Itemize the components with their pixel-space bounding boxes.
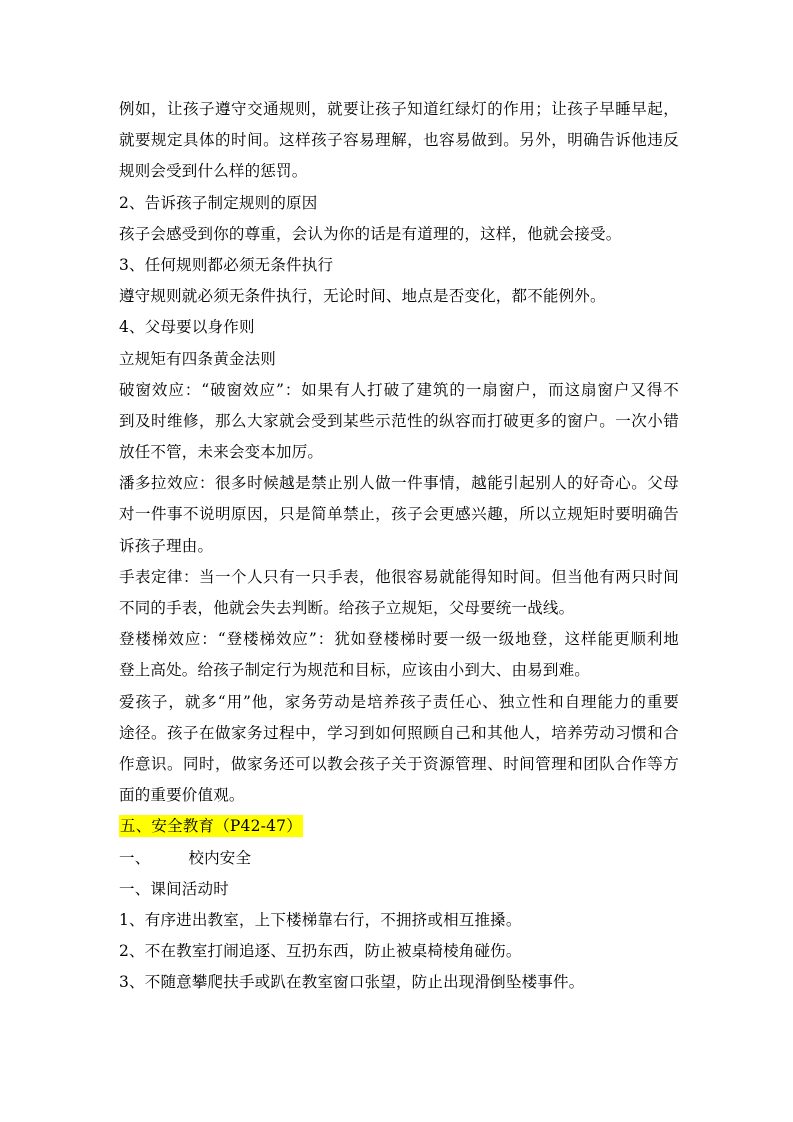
paragraph-line: 不同的手表，他就会失去判断。给孩子立规矩，父母要统一战线。 [119,599,575,617]
paragraph-line: 登楼梯效应：“登楼梯效应”：犹如登楼梯时要一级一级地登，这样能更顺利地 [119,630,679,649]
sub-heading-number: 一、 [119,848,151,867]
sub-heading-title: 校内安全 [188,848,252,867]
list-heading: 4、父母要以身作则 [119,318,255,337]
list-heading: 一、课间活动时 [119,879,229,898]
list-item: 2、不在教室打闹追逐、互扔东西，防止被桌椅棱角碰伤。 [119,942,522,961]
paragraph-line: 到及时维修，那么大家就会受到某些示范性的纵容而打破更多的窗户。一次小错 [119,411,679,430]
document-body [119,94,679,998]
paragraph-line: 破窗效应：“破窗效应”：如果有人打破了建筑的一扇窗户，而这扇窗户又得不 [119,380,679,399]
paragraph-line: 作意识。同时，做家务还可以教会孩子关于资源管理、时间管理和团队合作等方 [119,754,679,773]
sub-heading-row [119,843,679,874]
list-heading: 3、任何规则都必须无条件执行 [119,255,334,274]
section-heading: 五、安全教育（P42-47） [120,817,302,836]
list-heading: 2、告诉孩子制定规则的原因 [119,193,318,212]
paragraph-line: 手表定律：当一个人只有一只手表，他很容易就能得知时间。但当他有两只时间 [119,567,679,586]
paragraph-line: 登上高处。给孩子制定行为规范和目标，应该由小到大、由易到难。 [119,661,591,680]
paragraph-line: 立规矩有四条黄金法则 [119,349,277,368]
paragraph-line: 诉孩子理由。 [119,536,214,555]
list-item: 3、不随意攀爬扶手或趴在教室窗口张望，防止出现滑倒坠楼事件。 [119,973,585,992]
paragraph-line: 放任不管，未来会变本加厉。 [119,443,324,462]
paragraph-line: 途径。孩子在做家务过程中，学习到如何照顾自己和其他人，培养劳动习惯和合 [119,723,679,742]
paragraph-line: 孩子会感受到你的尊重，会认为你的话是有道理的，这样，他就会接受。 [119,224,622,243]
paragraph-line: 对一件事不说明原因，只是简单禁止，孩子会更感兴趣，所以立规矩时要明确告 [119,505,679,524]
list-item: 1、有序进出教室，上下楼梯靠右行，不拥挤或相互推搡。 [119,910,522,929]
section-heading-row [119,811,679,842]
paragraph-line: 爱孩子，就多“用”他，家务劳动是培养孩子责任心、独立性和自理能力的重要 [119,692,679,711]
paragraph-line: 就要规定具体的时间。这样孩子容易理解，也容易做到。另外，明确告诉他违反 [119,131,679,150]
paragraph-line: 潘多拉效应：很多时候越是禁止别人做一件事情，越能引起别人的好奇心。父母 [119,474,679,493]
paragraph-line: 遵守规则就必须无条件执行，无论时间、地点是否变化，都不能例外。 [119,287,606,306]
paragraph-line: 规则会受到什么样的惩罚。 [119,162,308,181]
paragraph-line: 例如，让孩子遵守交通规则，就要让孩子知道红绿灯的作用；让孩子早睡早起， [119,100,679,118]
paragraph-line: 面的重要价值观。 [119,786,245,805]
